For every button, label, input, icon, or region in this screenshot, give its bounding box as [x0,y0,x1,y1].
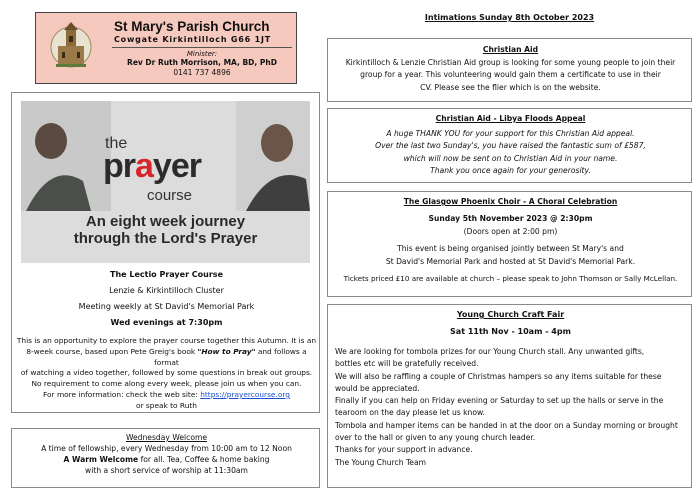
craft-line-1: We are looking for tombola prizes for our Young Church stall. Any unwanted gifts, [335,347,645,356]
prayer-course-banner [21,101,310,263]
craft-line-5: Finally if you can help on Friday evening or Saturday to set up the halls or serve in the [335,396,664,406]
libya-line-3: which will now be sent on to Christian Aid in your name. [403,153,618,163]
church-address: Cowgate Kirkintilloch G66 1JT [114,35,272,44]
banner-word-prayer [103,147,201,186]
christian-aid-line-3: CV. Please see the flier which is on the website. [420,82,601,92]
craft-line-8: over to the hall or given to any young church leader. [335,433,536,443]
wednesday-line-3: with a short service of worship at 11:30am [85,466,248,475]
prayer-course-time: Wed evenings at 7:30pm [110,318,223,327]
minister-name: Rev Dr Ruth Morrison, MA, BD, PhD [127,58,277,67]
prayer-course-panel [11,92,320,413]
phoenix-choir-title: The Glasgow Phoenix Choir - A Choral Celebration [403,197,618,206]
church-logo-icon [50,20,92,74]
libya-line-4: Thank you once again for your generosity. [430,166,591,176]
wednesday-welcome-content [12,432,321,476]
prayer-course-website-link[interactable]: https://prayercourse.org [200,389,290,399]
craft-line-3: We will also be raffling a couple of Christmas hampers so any items suitable for these [335,371,662,381]
minister-label: Minister: [186,50,218,58]
banner-tagline [21,213,310,247]
desc-line-4: No requirement to come along every week, please join us when you can. [31,379,302,389]
christian-aid-title: Christian Aid [482,45,539,54]
prayer-course-title: The Lectio Prayer Course [109,270,223,279]
phoenix-line-1: This event is being organised jointly between St Mary's and [397,244,624,254]
warm-welcome-label: A Warm Welcome [63,455,139,464]
craft-line-6: tearoom on the day please let us know. [335,408,485,418]
prayer-course-meeting: Meeting weekly at St David's Memorial Park [78,302,255,311]
phoenix-choir-content [328,196,693,285]
prayer-course-description [16,336,317,412]
desc-line-1: This is an opportunity to explore the prayer course together this Autumn. It is an [16,336,317,345]
banner-word-the: the [105,135,128,152]
libya-line-2: Over the last two Sunday's, you have raised the fantastic sum of £587, [375,141,646,151]
church-phone: 0141 737 4896 [173,68,231,77]
phoenix-choir-panel [327,191,692,297]
desc-line-5 [16,390,317,401]
prayer-course-cluster: Lenzie & Kirkintilloch Cluster [109,286,224,295]
craft-fair-panel [327,304,692,488]
phoenix-line-2: St David's Memorial Park and hosted at St David's Memorial Park. [385,256,636,266]
craft-fair-body [335,346,689,469]
libya-appeal-content [328,113,693,178]
craft-line-7: Tombola and hamper items can be handed in at the door on a Sunday morning or brought [335,420,678,430]
christian-aid-panel [327,38,692,102]
banner-prayer-text: prayer [103,147,201,185]
desc-line-6: or speak to Ruth [136,400,197,410]
wednesday-line-1: A time of fellowship, every Wednesday from 10:00 am to 12 Noon [41,444,292,453]
desc-line-2 [16,347,317,369]
banner-tagline-line-1: An eight week journey [85,213,246,230]
craft-line-4: would be appreciated. [335,383,420,393]
wednesday-welcome-panel [11,428,320,488]
christian-aid-line-1: Kirkintilloch & Lenzie Christian Aid group is looking for some young people to join their [345,57,676,67]
wednesday-line-2b: for all. Tea, Coffee & home baking [138,455,270,464]
christian-aid-content [328,44,693,94]
desc-line-3: of watching a video together, followed by some questions in break out groups. [20,368,313,378]
book-title: "How to Pray" [197,346,256,356]
wednesday-line-2 [12,454,321,465]
craft-fair-date: Sat 11th Nov - 10am - 4pm [450,327,571,336]
phoenix-choir-doors: (Doors open at 2:00 pm) [463,226,558,236]
craft-line-9: Thanks for your support in advance. [335,445,473,455]
phoenix-choir-date: Sunday 5th November 2023 @ 2:30pm [428,214,593,224]
phoenix-tickets: Tickets priced £10 are available at church – please speak to John Thomson or Sally McLellan. [343,274,678,284]
banner-word-course: course [147,187,193,204]
intimations-title: Intimations Sunday 8th October 2023 [424,13,595,22]
desc-line-2a: 8-week course, based upon Pete Greig's book [26,346,198,356]
church-header [35,12,297,84]
desc-line-2c: and follows a format [154,346,307,367]
desc-line-5a: For more information: check the web site: [43,389,201,399]
christian-aid-line-2: group for a year. This volunteering would gain them a certificate to use in their [360,70,661,80]
craft-fair-title: Young Church Craft Fair [456,310,565,319]
libya-appeal-title: Christian Aid - Libya Floods Appeal [435,114,586,123]
header-divider [112,47,292,48]
church-name: St Mary's Parish Church [114,19,270,34]
banner-tagline-line-2: through the Lord's Prayer [73,230,258,247]
libya-line-1: A huge THANK YOU for your support for this Christian Aid appeal. [386,128,635,138]
wednesday-welcome-title: Wednesday Welcome [125,433,208,442]
craft-line-10: The Young Church Team [335,457,427,467]
craft-line-2: bottles etc will be gratefully received. [335,359,479,369]
libya-appeal-panel [327,108,692,183]
